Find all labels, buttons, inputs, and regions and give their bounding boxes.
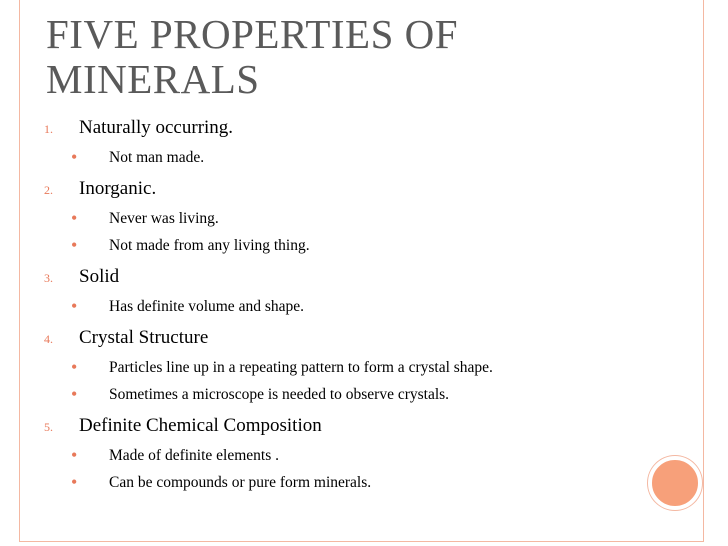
- list-item: [44, 114, 644, 148]
- bullet-icon: •: [71, 472, 78, 492]
- item-label: Crystal Structure: [79, 327, 209, 348]
- sub-item: [44, 236, 644, 263]
- bullet-icon: •: [71, 357, 78, 377]
- list-item: [44, 175, 644, 209]
- item-number: 2.: [44, 183, 53, 197]
- sub-item-text: Sometimes a microscope is needed to observe crystals.: [109, 386, 450, 403]
- item-number: 1.: [44, 122, 53, 136]
- sub-item: [44, 297, 644, 324]
- sub-item: [44, 148, 644, 175]
- bullet-icon: •: [71, 147, 78, 167]
- item-label: Solid: [79, 266, 120, 287]
- title-line-2: MINERALS: [46, 56, 260, 102]
- sub-item-text: Never was living.: [109, 210, 219, 227]
- property-list: [44, 114, 644, 500]
- item-number: 5.: [44, 420, 53, 434]
- sub-item: [44, 385, 644, 412]
- sub-item-text: Can be compounds or pure form minerals.: [109, 474, 372, 491]
- sub-item-text: Not man made.: [109, 149, 205, 166]
- sub-item: [44, 473, 644, 500]
- item-label: Definite Chemical Composition: [79, 415, 322, 436]
- decorative-circle: [648, 456, 702, 510]
- item-number: 4.: [44, 332, 53, 346]
- sub-item-text: Has definite volume and shape.: [109, 298, 304, 315]
- bullet-icon: •: [71, 445, 78, 465]
- item-number: 3.: [44, 271, 53, 285]
- title-line-1: FIVE PROPERTIES OF: [46, 11, 459, 57]
- sub-item-text: Made of definite elements .: [109, 447, 280, 464]
- list-item: [44, 324, 644, 358]
- bullet-icon: •: [71, 208, 78, 228]
- page-title: [46, 12, 666, 102]
- list-item: [44, 263, 644, 297]
- sub-item: [44, 209, 644, 236]
- bullet-icon: •: [71, 384, 78, 404]
- sub-item: [44, 446, 644, 473]
- sub-item: [44, 358, 644, 385]
- item-label: Inorganic.: [79, 178, 157, 199]
- bullet-icon: •: [71, 235, 78, 255]
- sub-item-text: Not made from any living thing.: [109, 237, 310, 254]
- item-label: Naturally occurring.: [79, 117, 234, 138]
- bullet-icon: •: [71, 296, 78, 316]
- sub-item-text: Particles line up in a repeating pattern to form a crystal shape.: [109, 359, 493, 376]
- list-item: [44, 412, 644, 446]
